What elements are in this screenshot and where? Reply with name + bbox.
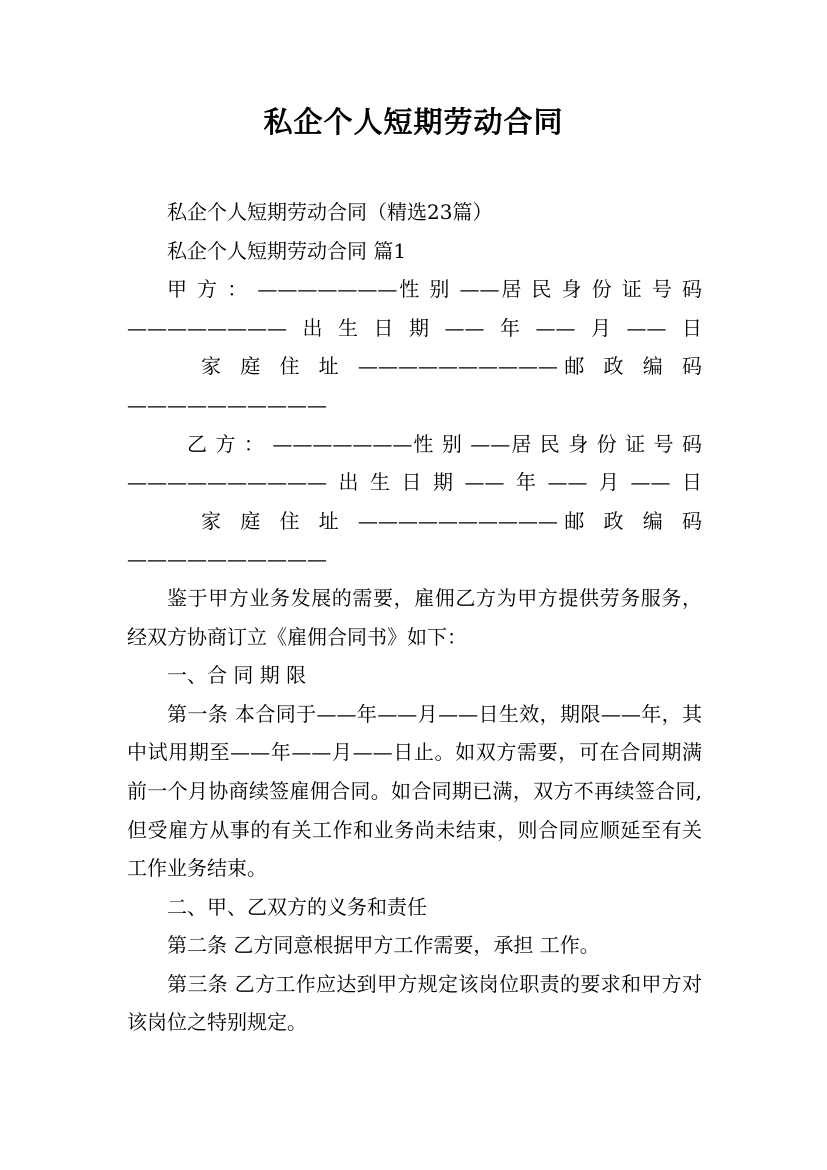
preamble-paragraph: 鉴于甲方业务发展的需要，雇佣乙方为甲方提供劳务服务，经双方协商订立《雇佣合同书》如下： [127,585,702,649]
article3-paragraph: 第三条 乙方工作应达到甲方规定该岗位职责的要求和甲方对该岗位之特别规定。 [127,971,702,1035]
section1-heading: 一、合 同 期 限 [167,663,307,688]
party-b-line1: 乙 方 ： ———————性 别 ——居 民 身 份 证 号 码 [187,431,702,456]
article-heading: 私企个人短期劳动合同 篇1 [167,238,407,263]
party-a-line1: 甲 方 ： ———————性 别 ——居 民 身 份 证 号 码 [167,277,702,302]
party-a-address2: —————————— [127,392,327,417]
document-title: 私企个人短期劳动合同 [263,105,564,139]
document-subtitle: 私企个人短期劳动合同（精选23篇） [167,200,493,224]
section2-heading: 二、甲、乙双方的义务和责任 [167,894,427,919]
party-b-address2: —————————— [127,547,327,572]
party-a-address1: 家 庭 住 址 ——————————邮 政 编 码 [201,354,702,379]
article2-paragraph: 第二条 乙方同意根据甲方工作需要，承担 工作。 [167,933,600,958]
party-b-address1: 家 庭 住 址 ——————————邮 政 编 码 [201,508,702,533]
article1-paragraph: 第一条 本合同于——年——月——日生效，期限——年，其中试用期至——年——月——日止。如双方需要，可在合同期满前一个月协商续签雇佣合同。如合同期已满，双方不再续签合同,但受雇方从事的有关工作和业务尚未结束，则合同应顺延至有关工作业务结束。 [127,701,702,881]
party-a-line2: ————————出生日期——年——月——日 [127,315,702,340]
party-b-line2: ——————————出生日期——年——月——日 [127,470,702,495]
document-body [127,193,702,1042]
